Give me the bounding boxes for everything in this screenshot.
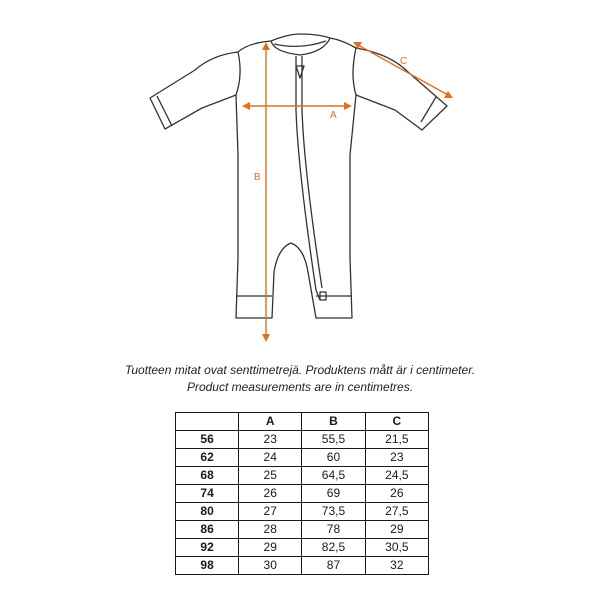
header-cell-a: A bbox=[239, 413, 302, 431]
label-b: B bbox=[254, 172, 261, 183]
table-row bbox=[176, 539, 429, 557]
size-cell: 98 bbox=[176, 557, 239, 575]
value-b-cell: 82,5 bbox=[302, 539, 365, 557]
table-row bbox=[176, 521, 429, 539]
caption-english: Product measurements are in centimetres. bbox=[186, 380, 414, 394]
value-c-cell: 23 bbox=[365, 449, 428, 467]
table-row bbox=[176, 467, 429, 485]
size-cell: 74 bbox=[176, 485, 239, 503]
value-c-cell: 21,5 bbox=[365, 431, 428, 449]
value-b-cell: 87 bbox=[302, 557, 365, 575]
header-cell-c: C bbox=[365, 413, 428, 431]
size-cell: 68 bbox=[176, 467, 239, 485]
table-row bbox=[176, 431, 429, 449]
header-cell-b: B bbox=[302, 413, 365, 431]
table-row bbox=[176, 503, 429, 521]
value-b-cell: 73,5 bbox=[302, 503, 365, 521]
romper-outline bbox=[150, 34, 447, 318]
value-b-cell: 69 bbox=[302, 485, 365, 503]
value-c-cell: 32 bbox=[365, 557, 428, 575]
value-a-cell: 28 bbox=[239, 521, 302, 539]
value-b-cell: 55,5 bbox=[302, 431, 365, 449]
size-cell: 56 bbox=[176, 431, 239, 449]
label-a: A bbox=[330, 110, 337, 121]
size-cell: 86 bbox=[176, 521, 239, 539]
table-row bbox=[176, 557, 429, 575]
size-cell: 92 bbox=[176, 539, 239, 557]
value-c-cell: 26 bbox=[365, 485, 428, 503]
value-a-cell: 26 bbox=[239, 485, 302, 503]
value-c-cell: 27,5 bbox=[365, 503, 428, 521]
value-b-cell: 64,5 bbox=[302, 467, 365, 485]
dimension-a bbox=[242, 102, 352, 110]
value-c-cell: 29 bbox=[365, 521, 428, 539]
table-row bbox=[176, 449, 429, 467]
size-table bbox=[175, 412, 429, 575]
table-header-row bbox=[176, 413, 429, 431]
value-b-cell: 78 bbox=[302, 521, 365, 539]
value-a-cell: 24 bbox=[239, 449, 302, 467]
value-c-cell: 24,5 bbox=[365, 467, 428, 485]
table-row bbox=[176, 485, 429, 503]
size-cell: 62 bbox=[176, 449, 239, 467]
label-c: C bbox=[400, 56, 408, 67]
value-a-cell: 27 bbox=[239, 503, 302, 521]
value-a-cell: 25 bbox=[239, 467, 302, 485]
value-b-cell: 60 bbox=[302, 449, 365, 467]
header-cell-size bbox=[176, 413, 239, 431]
size-cell: 80 bbox=[176, 503, 239, 521]
value-c-cell: 30,5 bbox=[365, 539, 428, 557]
value-a-cell: 30 bbox=[239, 557, 302, 575]
dimension-c bbox=[353, 42, 453, 98]
caption-finnish-swedish: Tuotteen mitat ovat senttimetrejä. Produktens mått är i centimeter. bbox=[124, 363, 476, 377]
value-a-cell: 23 bbox=[239, 431, 302, 449]
value-a-cell: 29 bbox=[239, 539, 302, 557]
dimension-b bbox=[262, 42, 270, 342]
